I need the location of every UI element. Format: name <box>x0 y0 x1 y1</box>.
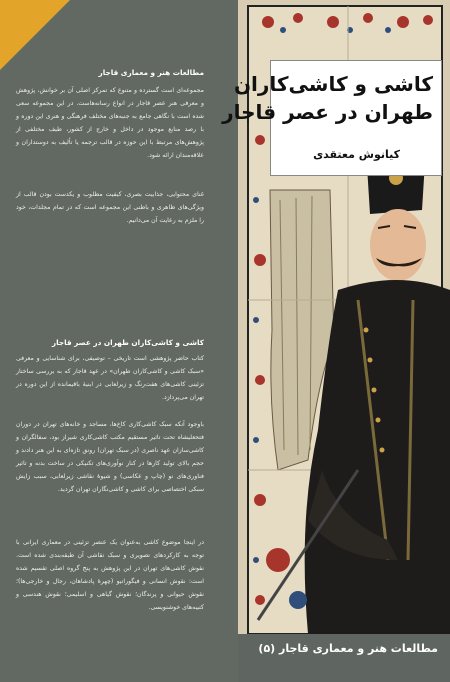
book-paragraph-2: باوجود آنکه سبک کاشی‌کاری کاخ‌ها، مساجد و خانه‌های تهران در دوران فتحعلیشاه تحت تاثیر مستقیم مکتب کاشی‌کاری شیراز بود، سفالگران و کاشی‌سازان عهد ناصری (در سبک تهران) رونق تازه‌ای به این هنر دادند و حجم بالای تولید کار‌ها در کنار نوآوری‌های تکنیکی در ساخت بدنه و تاثیر فناوری‌های نو (چاپ و عکاسی) و شیوهٔ نقاشی زیرلعابی، سبب زایش سبکی اختصاصی برای کاشی و کاشی‌نگاران تهران گردید. <box>16 421 204 493</box>
book-paragraph-3: در اینجا موضوع کاشی به‌عنوان یک عنصر تزئینی در معماری ایرانی با توجه به کارکردهای تصویری و سبک نقاشی آن طبقه‌بندی شده است. نقوش کاشی‌های تهران در این پژوهش به پنج گروه اصلی تقسیم شده است: نقوش انسانی و فیگوراتیو (چهرهٔ پادشاهان، رجال و خارجی‌ها)؛ نقوش حیوانی و پرندگان؛ نقوش گیاهی و اسلیمی؛ نقوش هندسی و کتیبه‌های خوشنویسی. <box>16 539 204 611</box>
book-title-line-1: کاشی و کاشی‌کاران <box>233 72 433 96</box>
book-heading: کاشی و کاشی‌کاران طهران در عصر قاجار <box>51 338 204 347</box>
book-title-line-2: طهران در عصر قاجار <box>222 100 433 124</box>
author-name: کیانوش معتقدی <box>313 148 400 161</box>
series-paragraph-2: غنای محتوایی، جذابیت بصری، کیفیت مطلوب و یکدست بودن قالب از ویژگی‌های ظاهری و باطنی این مجموعه است که در تمام مجلدات، خود را ملزم به رعایت آن می‌دانیم. <box>16 191 204 224</box>
series-paragraph-1: مجموعه‌ای است گسترده و متنوع که تمرکز اصلی آن بر خوانش، پژوهش و معرفی هنر عصر قاجار در انواع رسانه‌هاست. در این مجموعه سعی شده است با نگاهی جامع به جنبه‌های مختلف فرهنگی و هنری این دوره و با رصد منابع موجود در داخل و خارج از کشور، طیف مختلفی از پژوهش‌های مرتبط با این حوزه در قالب ترجمه یا تألیف به دوستداران و علاقه‌مندان ارائه شود. <box>16 87 204 159</box>
corner-accent <box>0 0 70 70</box>
book-paragraph-1: کتاب حاضر پژوهشی است تاریخی – توصیفی، برای شناسایی و معرفی «سبک کاشی و کاشی‌کاران طهران» در عهد قاجار که به بررسی ساختار تزئینی کاشی‌های هفت‌رنگ و زیرلعابی در ابنیهٔ باقیمانده از این دوره در تهران می‌پردازد. <box>16 355 204 401</box>
series-label: مطالعات هنر و معماری قاجار (۵) <box>258 642 438 655</box>
series-band <box>238 634 450 682</box>
series-heading: مطالعات هنر و معماری قاجار <box>98 68 204 77</box>
